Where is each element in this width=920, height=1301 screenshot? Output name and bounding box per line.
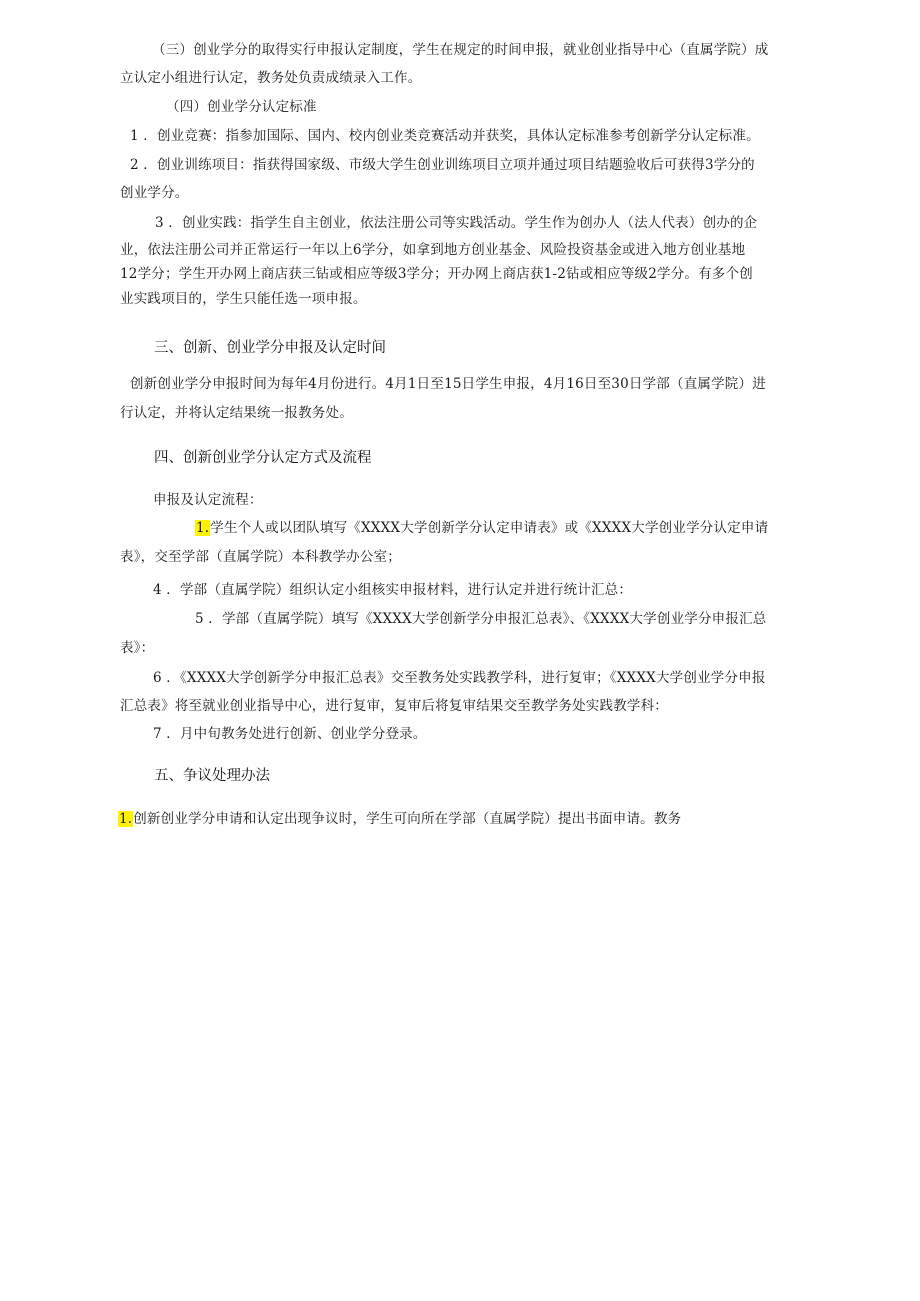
step-text: 学生个人或以团队填写《XXXX大学创新学分认定申请表》或《XXXX大学创业学分认定申请 <box>210 520 769 536</box>
process-intro: 申报及认定流程： <box>153 492 263 508</box>
section-heading: 三、创新、创业学分申报及认定时间 <box>154 340 386 356</box>
process-step-continuation: 表》，交至学部（直属学院）本科教学办公室； <box>120 549 401 565</box>
subsection-title: （四）创业学分认定标准 <box>166 99 317 115</box>
highlight-number: 1. <box>119 811 133 827</box>
process-step <box>195 518 768 538</box>
process-step: 6 ．《XXXX大学创新学分申报汇总表》交至教务处实践教学科，进行复审；《XXXX大学创业学分申报 <box>153 670 766 686</box>
highlight-number: 1. <box>196 520 210 536</box>
process-step: 7 ．月中旬教务处进行创新、创业学分登录。 <box>153 726 427 742</box>
section-heading: 五、争议处理办法 <box>154 768 270 784</box>
process-step: 4 ．学部（直属学院）组织认定小组核实申报材料，进行认定并进行统计汇总： <box>153 582 633 598</box>
paragraph-line: 创新创业学分申报时间为每年4月份进行。4月1日至15日学生申报，4月16日至30日学部（直属学院）进 <box>130 376 766 392</box>
list-item: 3 ．创业实践：指学生自主创业，依法注册公司等实践活动。学生作为创办人（法人代表）创办的企 <box>155 215 758 231</box>
process-step-continuation: 汇总表》将至就业创业指导中心，进行复审，复审后将复审结果交至教学务处实践教学科： <box>120 698 668 714</box>
section-heading: 四、创新创业学分认定方式及流程 <box>154 450 372 466</box>
paragraph-line: 立认定小组进行认定，教务处负责成绩录入工作。 <box>120 70 422 86</box>
process-step: 5 ．学部（直属学院）填写《XXXX大学创新学分申报汇总表》、《XXXX大学创业学分申报汇总 <box>195 611 767 627</box>
list-item: 1 ．创业竞赛：指参加国际、国内、校内创业类竞赛活动并获奖，具体认定标准参考创新学分认定标准。 <box>130 128 760 144</box>
list-item-continuation: 业，依法注册公司并正常运行一年以上6学分，如拿到地方创业基金、风险投资基金或进入地方创业基地 <box>120 242 746 258</box>
list-item: 2 ．创业训练项目：指获得国家级、市级大学生创业训练项目立项并通过项目结题验收后可获得3学分的 <box>130 157 755 173</box>
process-step-continuation: 表》： <box>120 640 155 656</box>
dispute-item <box>118 809 681 829</box>
paragraph-line: （三）创业学分的取得实行申报认定制度，学生在规定的时间申报，就业创业指导中心（直属学院）成 <box>152 42 769 58</box>
paragraph-line: 行认定，并将认定结果统一报教务处。 <box>120 405 353 421</box>
list-item-continuation: 创业学分。 <box>120 185 189 201</box>
list-item-continuation: 业实践项目的，学生只能任选一项申报。 <box>120 291 367 307</box>
dispute-text: 创新创业学分申请和认定出现争议时，学生可向所在学部（直属学院）提出书面申请。教务 <box>133 811 682 827</box>
list-item-continuation: 12学分；学生开办网上商店获三钻或相应等级3学分；开办网上商店获1-2钻或相应等级2学分。有多个创 <box>120 266 753 282</box>
